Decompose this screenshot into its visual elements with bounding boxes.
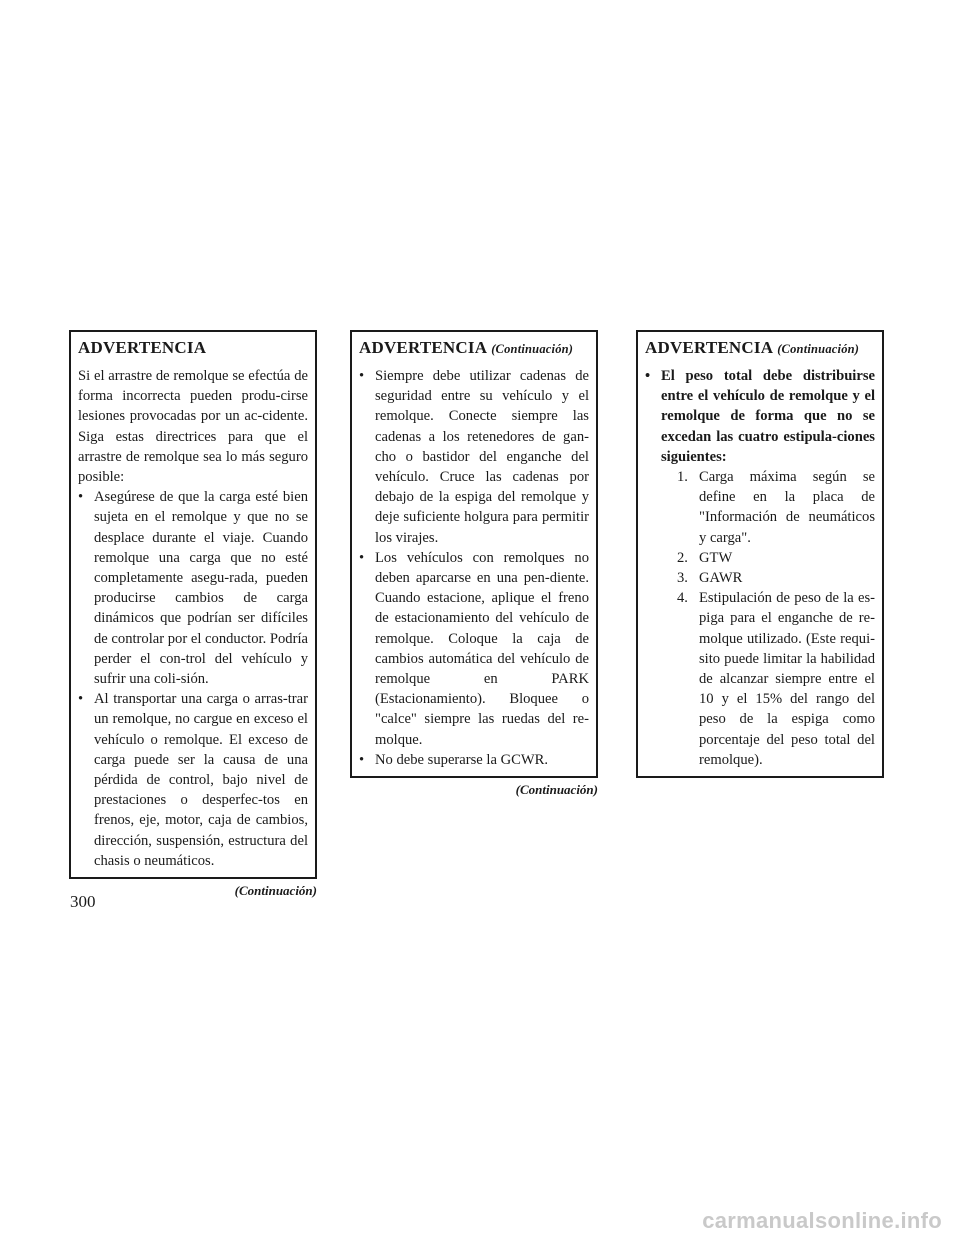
numbered-item: 3. GAWR (677, 570, 743, 587)
warning-title: ADVERTENCIA (Continuación) (359, 338, 574, 357)
list-item: • Al transportar una carga o arras-trar un remolque, no cargue en exceso el vehículo o remolque. El exceso de carga puede ser la causa de una pérdida de control, bajo nivel de prestaciones o desperfec-tos en frenos, eje, motor, caja de cambios, dirección, suspensión, estructura del chasis o neumáticos. (78, 691, 308, 869)
warning-box-1 (69, 330, 317, 879)
continued-label: (Continuación) (515, 782, 598, 798)
warning-column-3 (636, 330, 884, 778)
numbered-item: 2. GTW (677, 549, 733, 566)
numbered-list (661, 467, 875, 770)
bullet-icon: • (359, 368, 365, 384)
list-item: • Siempre debe utilizar cadenas de seguridad entre su vehículo y el remolque. Conecte siempre las cadenas a los retenedores de gan-cho o bastidor del enganche del vehículo. Cruce las cadenas por debajo de la espiga del remolque y deje suficiente holgura para permitir los virajes. (359, 368, 589, 546)
warning-list (78, 487, 308, 871)
list-item: • El peso total debe distribuirse entre el vehículo de remolque y el remolque de forma que no se excedan las cuatro estipula-ciones siguientes: 1. Carga máxima según se define en la placa de "Información de neumáticos y carga". 2. GTW 3. GAWR 4. Estipulación de peso de la es-piga para el enganche de re-molque utilizado. (Este requi-sito puede limitar la habilidad de alcanzar siempre entre el 10 y el 15% del rango del peso de la espiga como porcentaje del peso total del remolque). (645, 366, 875, 770)
warning-title: ADVERTENCIA (Continuación) (645, 338, 860, 357)
bullet-icon: • (645, 368, 651, 384)
bullet-icon: • (359, 549, 365, 566)
warning-box-2 (350, 330, 598, 778)
warning-box-3 (636, 330, 884, 778)
numbered-item: 1. Carga máxima según se define en la placa de "Información de neumáticos y carga". (677, 469, 875, 546)
bullet-icon: • (359, 751, 365, 768)
page-number: 300 (70, 892, 96, 911)
warning-intro: Si el arrastre de remolque se efectúa de forma incorrecta pueden produ-cirse lesiones provocadas por un ac-cidente. Siga estas directrices para que el arrastre de remolque sea lo más seguro posible: (78, 368, 308, 486)
warning-column-2 (350, 330, 598, 798)
list-item: • Los vehículos con remolques no deben aparcarse en una pen-diente. Cuando estacione, aplique el freno de estacionamiento del vehículo de remolque. Coloque la caja de cambios automática del vehículo de remolque en PARK (Estacionamiento). Bloquee o "calce" siempre las ruedas del re-molque. (359, 549, 589, 748)
title-continued: (Continuación) (491, 342, 574, 356)
warning-list (645, 366, 875, 770)
list-item: • Asegúrese de que la carga esté bien sujeta en el remolque y que no se desplace durante el viaje. Cuando remolque una carga que no esté completamente asegu-rada, pueden producirse cambios de carga dinámicos que podrían ser difíciles de controlar por el conductor. Podría perder el con-trol del vehículo y sufrir una coli-sión. (78, 489, 308, 688)
bullet-icon: • (78, 489, 84, 506)
warning-list (359, 366, 589, 770)
bullet-icon: • (78, 691, 84, 708)
numbered-item: 4. Estipulación de peso de la es-piga para el enganche de re-molque utilizado. (Este requi-sito puede limitar la habilidad de alcanzar siempre entre el 10 y el 15% del rango del peso de la espiga como porcentaje del peso total del remolque). (677, 590, 875, 768)
warning-column-1 (69, 330, 317, 899)
warning-title: ADVERTENCIA (78, 338, 207, 357)
continued-label: (Continuación) (234, 883, 317, 899)
list-item: • No debe superarse la GCWR. (359, 750, 589, 770)
watermark: carmanualsonline.info (702, 1208, 942, 1233)
title-continued: (Continuación) (777, 342, 860, 356)
